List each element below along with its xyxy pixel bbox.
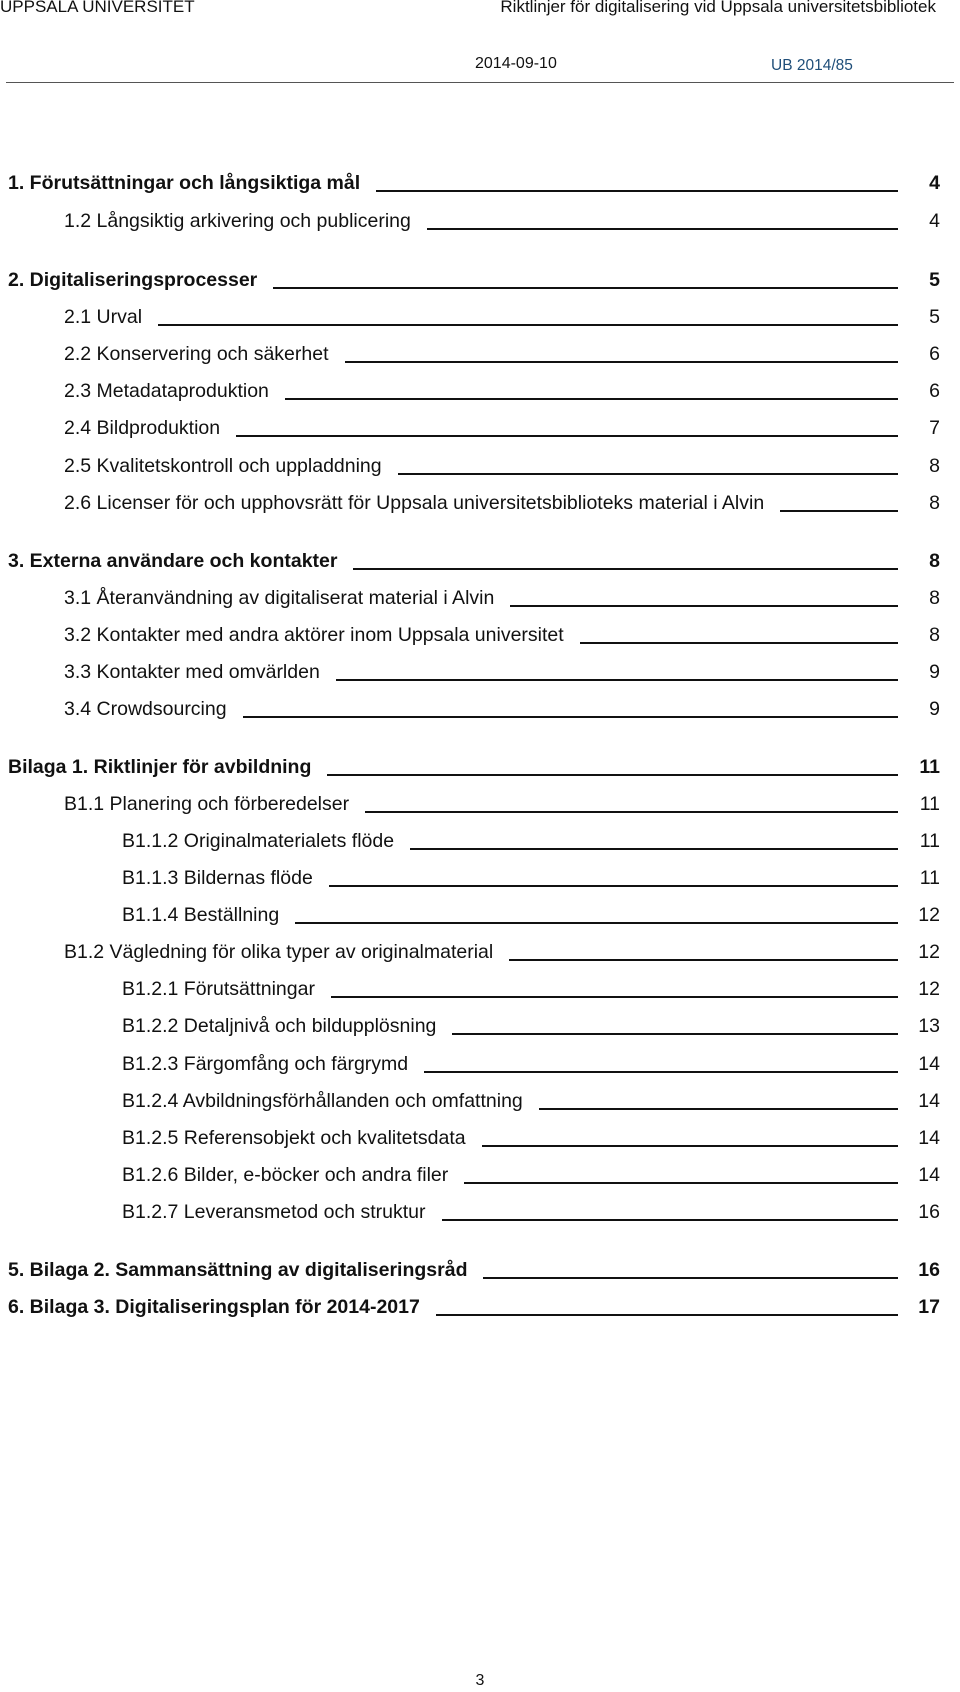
toc-entry[interactable] (0, 693, 940, 721)
toc-leader-line (158, 324, 898, 326)
toc-entry[interactable] (0, 301, 940, 329)
toc-leader-line (410, 848, 898, 850)
toc-entry-title: B1.2.2 Detaljnivå och bildupplösning (122, 1015, 437, 1037)
toc-entry-title: B1.2 Vägledning för olika typer av originalmaterial (64, 941, 494, 963)
toc-leader-line (336, 679, 898, 681)
toc-entry-page: 14 (918, 1164, 940, 1186)
toc-leader-line (273, 287, 898, 289)
toc-entry-title: 2.4 Bildproduktion (64, 417, 221, 439)
toc-entry[interactable] (0, 619, 940, 647)
toc-leader-line (365, 811, 898, 813)
toc-entry[interactable] (0, 338, 940, 366)
toc-entry-title: 3.3 Kontakter med omvärlden (64, 661, 320, 683)
toc-entry-title: B1.2.1 Förutsättningar (122, 978, 315, 1000)
toc-leader-line (427, 228, 898, 230)
toc-entry[interactable] (0, 1291, 940, 1319)
toc-entry-page: 13 (918, 1015, 940, 1037)
toc-entry[interactable] (0, 899, 940, 927)
toc-entry-page: 8 (929, 455, 940, 477)
toc-leader-line (331, 996, 898, 998)
toc-entry-title: 2. Digitaliseringsprocesser (8, 269, 258, 291)
toc-entry-title: 6. Bilaga 3. Digitaliseringsplan för 2014-2017 (8, 1296, 420, 1318)
toc-leader-line (329, 885, 898, 887)
toc-leader-line (436, 1314, 898, 1316)
toc-entry-page: 14 (918, 1127, 940, 1149)
toc-entry-page: 6 (929, 343, 940, 365)
toc-entry[interactable] (0, 205, 940, 233)
toc-entry-page: 16 (918, 1201, 940, 1223)
toc-entry[interactable] (0, 936, 940, 964)
toc-leader-line (442, 1219, 899, 1221)
toc-entry-page: 9 (929, 698, 940, 720)
toc-entry[interactable] (0, 487, 940, 515)
toc-entry-page: 4 (929, 210, 940, 232)
toc-entry-page: 11 (919, 830, 940, 852)
toc-entry-page: 7 (929, 417, 940, 439)
toc-entry-page: 12 (918, 941, 940, 963)
toc-entry[interactable] (0, 450, 940, 478)
toc-entry[interactable] (0, 412, 940, 440)
toc-entry-page: 8 (929, 624, 940, 646)
toc-leader-line (295, 922, 898, 924)
toc-entry-page: 8 (929, 550, 940, 572)
header-document-title: Riktlinjer för digitalisering vid Uppsala universitetsbibliotek (500, 0, 936, 16)
toc-entry-title: 1.2 Långsiktig arkivering och publicering (64, 210, 411, 232)
toc-leader-line (327, 774, 898, 776)
toc-entry-title: 2.5 Kvalitetskontroll och uppladdning (64, 455, 382, 477)
toc-leader-line (243, 716, 898, 718)
toc-entry-page: 8 (929, 492, 940, 514)
toc-leader-line (580, 642, 898, 644)
toc-entry[interactable] (0, 973, 940, 1001)
toc-entry-page: 5 (929, 306, 940, 328)
toc-leader-line (539, 1108, 898, 1110)
toc-entry-title: B1.1 Planering och förberedelser (64, 793, 350, 815)
toc-entry[interactable] (0, 1010, 940, 1038)
toc-entry[interactable] (0, 545, 940, 573)
toc-entry[interactable] (0, 1085, 940, 1113)
header-university: UPPSALA UNIVERSITET (0, 0, 195, 16)
toc-entry-page: 11 (919, 867, 940, 889)
toc-leader-line (452, 1033, 898, 1035)
header-date: 2014-09-10 (475, 55, 557, 72)
toc-entry-title: B1.1.2 Originalmaterialets flöde (122, 830, 395, 852)
toc-entry-page: 6 (929, 380, 940, 402)
toc-entry-page: 11 (919, 756, 940, 778)
toc-entry-page: 12 (918, 978, 940, 1000)
toc-entry[interactable] (0, 1254, 940, 1282)
toc-entry-title: B1.2.4 Avbildningsförhållanden och omfattning (122, 1090, 523, 1112)
toc-entry-title: B1.2.3 Färgomfång och färgrymd (122, 1053, 409, 1075)
toc-entry[interactable] (0, 862, 940, 890)
toc-entry[interactable] (0, 788, 940, 816)
toc-leader-line (285, 398, 898, 400)
toc-leader-line (398, 473, 898, 475)
toc-entry-page: 17 (918, 1296, 940, 1318)
toc-entry[interactable] (0, 375, 940, 403)
toc-entry[interactable] (0, 825, 940, 853)
toc-leader-line (482, 1145, 898, 1147)
toc-entry-title: B1.1.4 Beställning (122, 904, 280, 926)
toc-entry[interactable] (0, 751, 940, 779)
toc-leader-line (424, 1071, 898, 1073)
toc-entry-title: 2.3 Metadataproduktion (64, 380, 269, 402)
toc-entry[interactable] (0, 656, 940, 684)
toc-entry[interactable] (0, 1159, 940, 1187)
toc-entry-page: 5 (929, 269, 940, 291)
toc-entry[interactable] (0, 167, 940, 195)
toc-entry-title: 2.2 Konservering och säkerhet (64, 343, 329, 365)
toc-entry-title: 5. Bilaga 2. Sammansättning av digitaliseringsråd (8, 1259, 468, 1281)
page-number: 3 (475, 1672, 485, 1689)
header-reference: UB 2014/85 (771, 57, 853, 74)
toc-leader-line (345, 361, 899, 363)
toc-entry[interactable] (0, 582, 940, 610)
toc-leader-line (376, 190, 898, 192)
toc-entry[interactable] (0, 1196, 940, 1224)
toc-entry-page: 4 (929, 172, 940, 194)
toc-entry[interactable] (0, 264, 940, 292)
toc-entry-page: 9 (929, 661, 940, 683)
toc-leader-line (780, 510, 898, 512)
toc-entry-page: 16 (918, 1259, 940, 1281)
toc-leader-line (509, 959, 898, 961)
toc-entry-title: B1.2.7 Leveransmetod och struktur (122, 1201, 426, 1223)
toc-entry-title: 3.2 Kontakter med andra aktörer inom Uppsala universitet (64, 624, 564, 646)
toc-entry-title: B1.1.3 Bildernas flöde (122, 867, 313, 889)
toc-leader-line (353, 568, 898, 570)
toc-entry-title: B1.2.6 Bilder, e-böcker och andra filer (122, 1164, 449, 1186)
toc-entry[interactable] (0, 1122, 940, 1150)
toc-entry-page: 14 (918, 1053, 940, 1075)
toc-leader-line (464, 1182, 898, 1184)
toc-entry-page: 12 (918, 904, 940, 926)
toc-entry-title: 2.6 Licenser för och upphovsrätt för Uppsala universitetsbiblioteks material i Alvin (64, 492, 765, 514)
toc-entry-title: Bilaga 1. Riktlinjer för avbildning (8, 756, 312, 778)
toc-entry-title: 2.1 Urval (64, 306, 143, 328)
toc-entry-page: 8 (929, 587, 940, 609)
toc-entry-title: 3.1 Återanvändning av digitaliserat material i Alvin (64, 587, 495, 609)
toc-entry-title: 3. Externa användare och kontakter (8, 550, 338, 572)
toc-entry[interactable] (0, 1048, 940, 1076)
toc-leader-line (510, 605, 898, 607)
toc-leader-line (483, 1277, 898, 1279)
toc-entry-title: 3.4 Crowdsourcing (64, 698, 227, 720)
toc-entry-title: 1. Förutsättningar och långsiktiga mål (8, 172, 361, 194)
toc-leader-line (236, 435, 898, 437)
toc-entry-title: B1.2.5 Referensobjekt och kvalitetsdata (122, 1127, 466, 1149)
toc-entry-page: 11 (919, 793, 940, 815)
toc-entry-page: 14 (918, 1090, 940, 1112)
